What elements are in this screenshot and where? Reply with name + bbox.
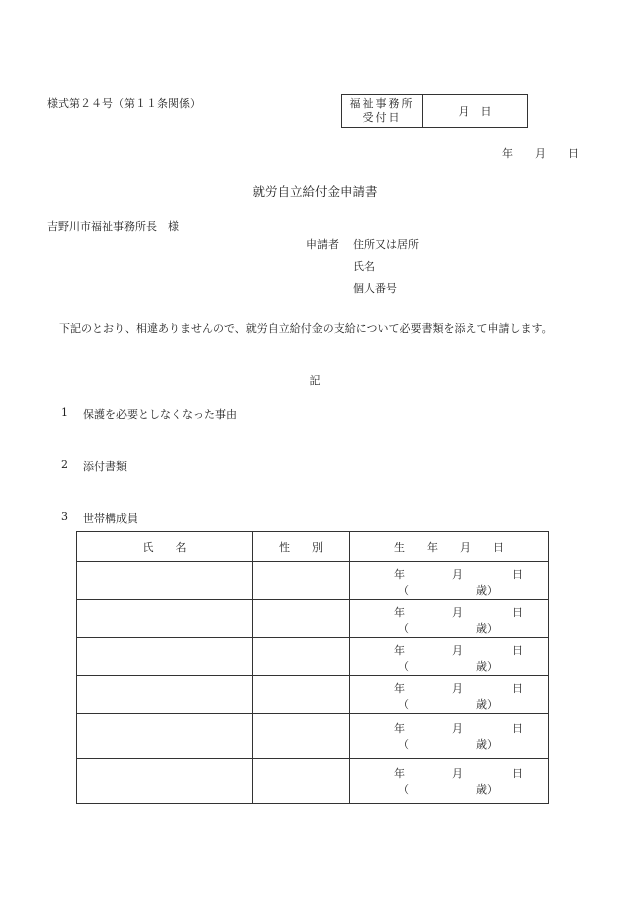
age-label: 歳） bbox=[476, 660, 498, 673]
year-label: 年 bbox=[394, 767, 405, 780]
addressee: 吉野川市福祉事務所長 様 bbox=[47, 220, 179, 233]
month-label: 月 bbox=[452, 767, 463, 780]
item-2-label: 添付書類 bbox=[83, 460, 127, 473]
member-gender-cell[interactable] bbox=[253, 600, 350, 638]
year-label: 年 bbox=[394, 722, 405, 735]
age-label: 歳） bbox=[476, 698, 498, 711]
age-open-paren: （ bbox=[398, 783, 409, 796]
day-label: 日 bbox=[512, 682, 523, 695]
form-number: 様式第２４号（第１１条関係） bbox=[47, 97, 201, 110]
item-3-number: 3 bbox=[61, 510, 68, 523]
header-name: 氏 名 bbox=[77, 532, 253, 562]
member-birthdate-cell[interactable] bbox=[350, 759, 549, 804]
member-name-cell[interactable] bbox=[77, 714, 253, 759]
member-name-cell[interactable] bbox=[77, 638, 253, 676]
member-gender-cell[interactable] bbox=[253, 714, 350, 759]
member-birthdate-cell[interactable] bbox=[350, 714, 549, 759]
item-2-number: 2 bbox=[61, 458, 68, 471]
applicant-label: 申請者 bbox=[306, 238, 339, 251]
day-label: 日 bbox=[512, 644, 523, 657]
member-birthdate-cell[interactable] bbox=[350, 638, 549, 676]
applicant-address-label: 住所又は居所 bbox=[353, 238, 419, 251]
reception-box bbox=[341, 94, 528, 128]
month-label: 月 bbox=[452, 606, 463, 619]
table-row bbox=[77, 676, 549, 714]
table-header-row bbox=[77, 532, 549, 562]
age-label: 歳） bbox=[476, 622, 498, 635]
applicant-number-label: 個人番号 bbox=[353, 282, 397, 295]
member-name-cell[interactable] bbox=[77, 600, 253, 638]
table-row bbox=[77, 562, 549, 600]
month-label: 月 bbox=[452, 644, 463, 657]
member-birthdate-cell[interactable] bbox=[350, 676, 549, 714]
household-members-table bbox=[76, 531, 549, 804]
table-row bbox=[77, 638, 549, 676]
month-label: 月 bbox=[452, 568, 463, 581]
header-gender: 性 別 bbox=[253, 532, 350, 562]
member-gender-cell[interactable] bbox=[253, 676, 350, 714]
member-birthdate-cell[interactable] bbox=[350, 600, 549, 638]
member-name-cell[interactable] bbox=[77, 759, 253, 804]
day-label: 日 bbox=[512, 767, 523, 780]
age-label: 歳） bbox=[476, 738, 498, 751]
month-label: 月 bbox=[452, 722, 463, 735]
applicant-name-label: 氏名 bbox=[353, 260, 375, 273]
reception-label bbox=[342, 95, 423, 128]
reception-date-field[interactable]: 月 日 bbox=[423, 95, 528, 128]
day-label: 日 bbox=[512, 606, 523, 619]
page-title: 就労自立給付金申請書 bbox=[252, 184, 378, 199]
age-open-paren: （ bbox=[398, 698, 409, 711]
year-label: 年 bbox=[394, 644, 405, 657]
table-row bbox=[77, 714, 549, 759]
day-label: 日 bbox=[512, 722, 523, 735]
year-label: 年 bbox=[394, 568, 405, 581]
year-label: 年 bbox=[394, 682, 405, 695]
reception-label-line2: 受付日 bbox=[362, 111, 402, 124]
age-open-paren: （ bbox=[398, 584, 409, 597]
reception-label-line1: 福祉事務所 bbox=[349, 97, 415, 110]
item-1-label: 保護を必要としなくなった事由 bbox=[83, 408, 237, 421]
day-label: 日 bbox=[512, 568, 523, 581]
member-gender-cell[interactable] bbox=[253, 759, 350, 804]
statement: 下記のとおり、相違ありませんので、就労自立給付金の支給について必要書類を添えて申請します。 bbox=[59, 322, 553, 335]
member-gender-cell[interactable] bbox=[253, 638, 350, 676]
member-gender-cell[interactable] bbox=[253, 562, 350, 600]
month-label: 月 bbox=[452, 682, 463, 695]
age-open-paren: （ bbox=[398, 622, 409, 635]
ki-heading: 記 bbox=[309, 374, 321, 387]
year-label: 年 bbox=[394, 606, 405, 619]
item-3-label: 世帯構成員 bbox=[83, 512, 138, 525]
age-open-paren: （ bbox=[398, 738, 409, 751]
header-birthdate: 生 年 月 日 bbox=[350, 532, 549, 562]
member-name-cell[interactable] bbox=[77, 562, 253, 600]
member-name-cell[interactable] bbox=[77, 676, 253, 714]
table-row bbox=[77, 600, 549, 638]
table-row bbox=[77, 759, 549, 804]
member-birthdate-cell[interactable] bbox=[350, 562, 549, 600]
item-1-number: 1 bbox=[61, 406, 68, 419]
age-label: 歳） bbox=[476, 584, 498, 597]
age-label: 歳） bbox=[476, 783, 498, 796]
submission-date[interactable]: 年 月 日 bbox=[502, 147, 579, 160]
age-open-paren: （ bbox=[398, 660, 409, 673]
